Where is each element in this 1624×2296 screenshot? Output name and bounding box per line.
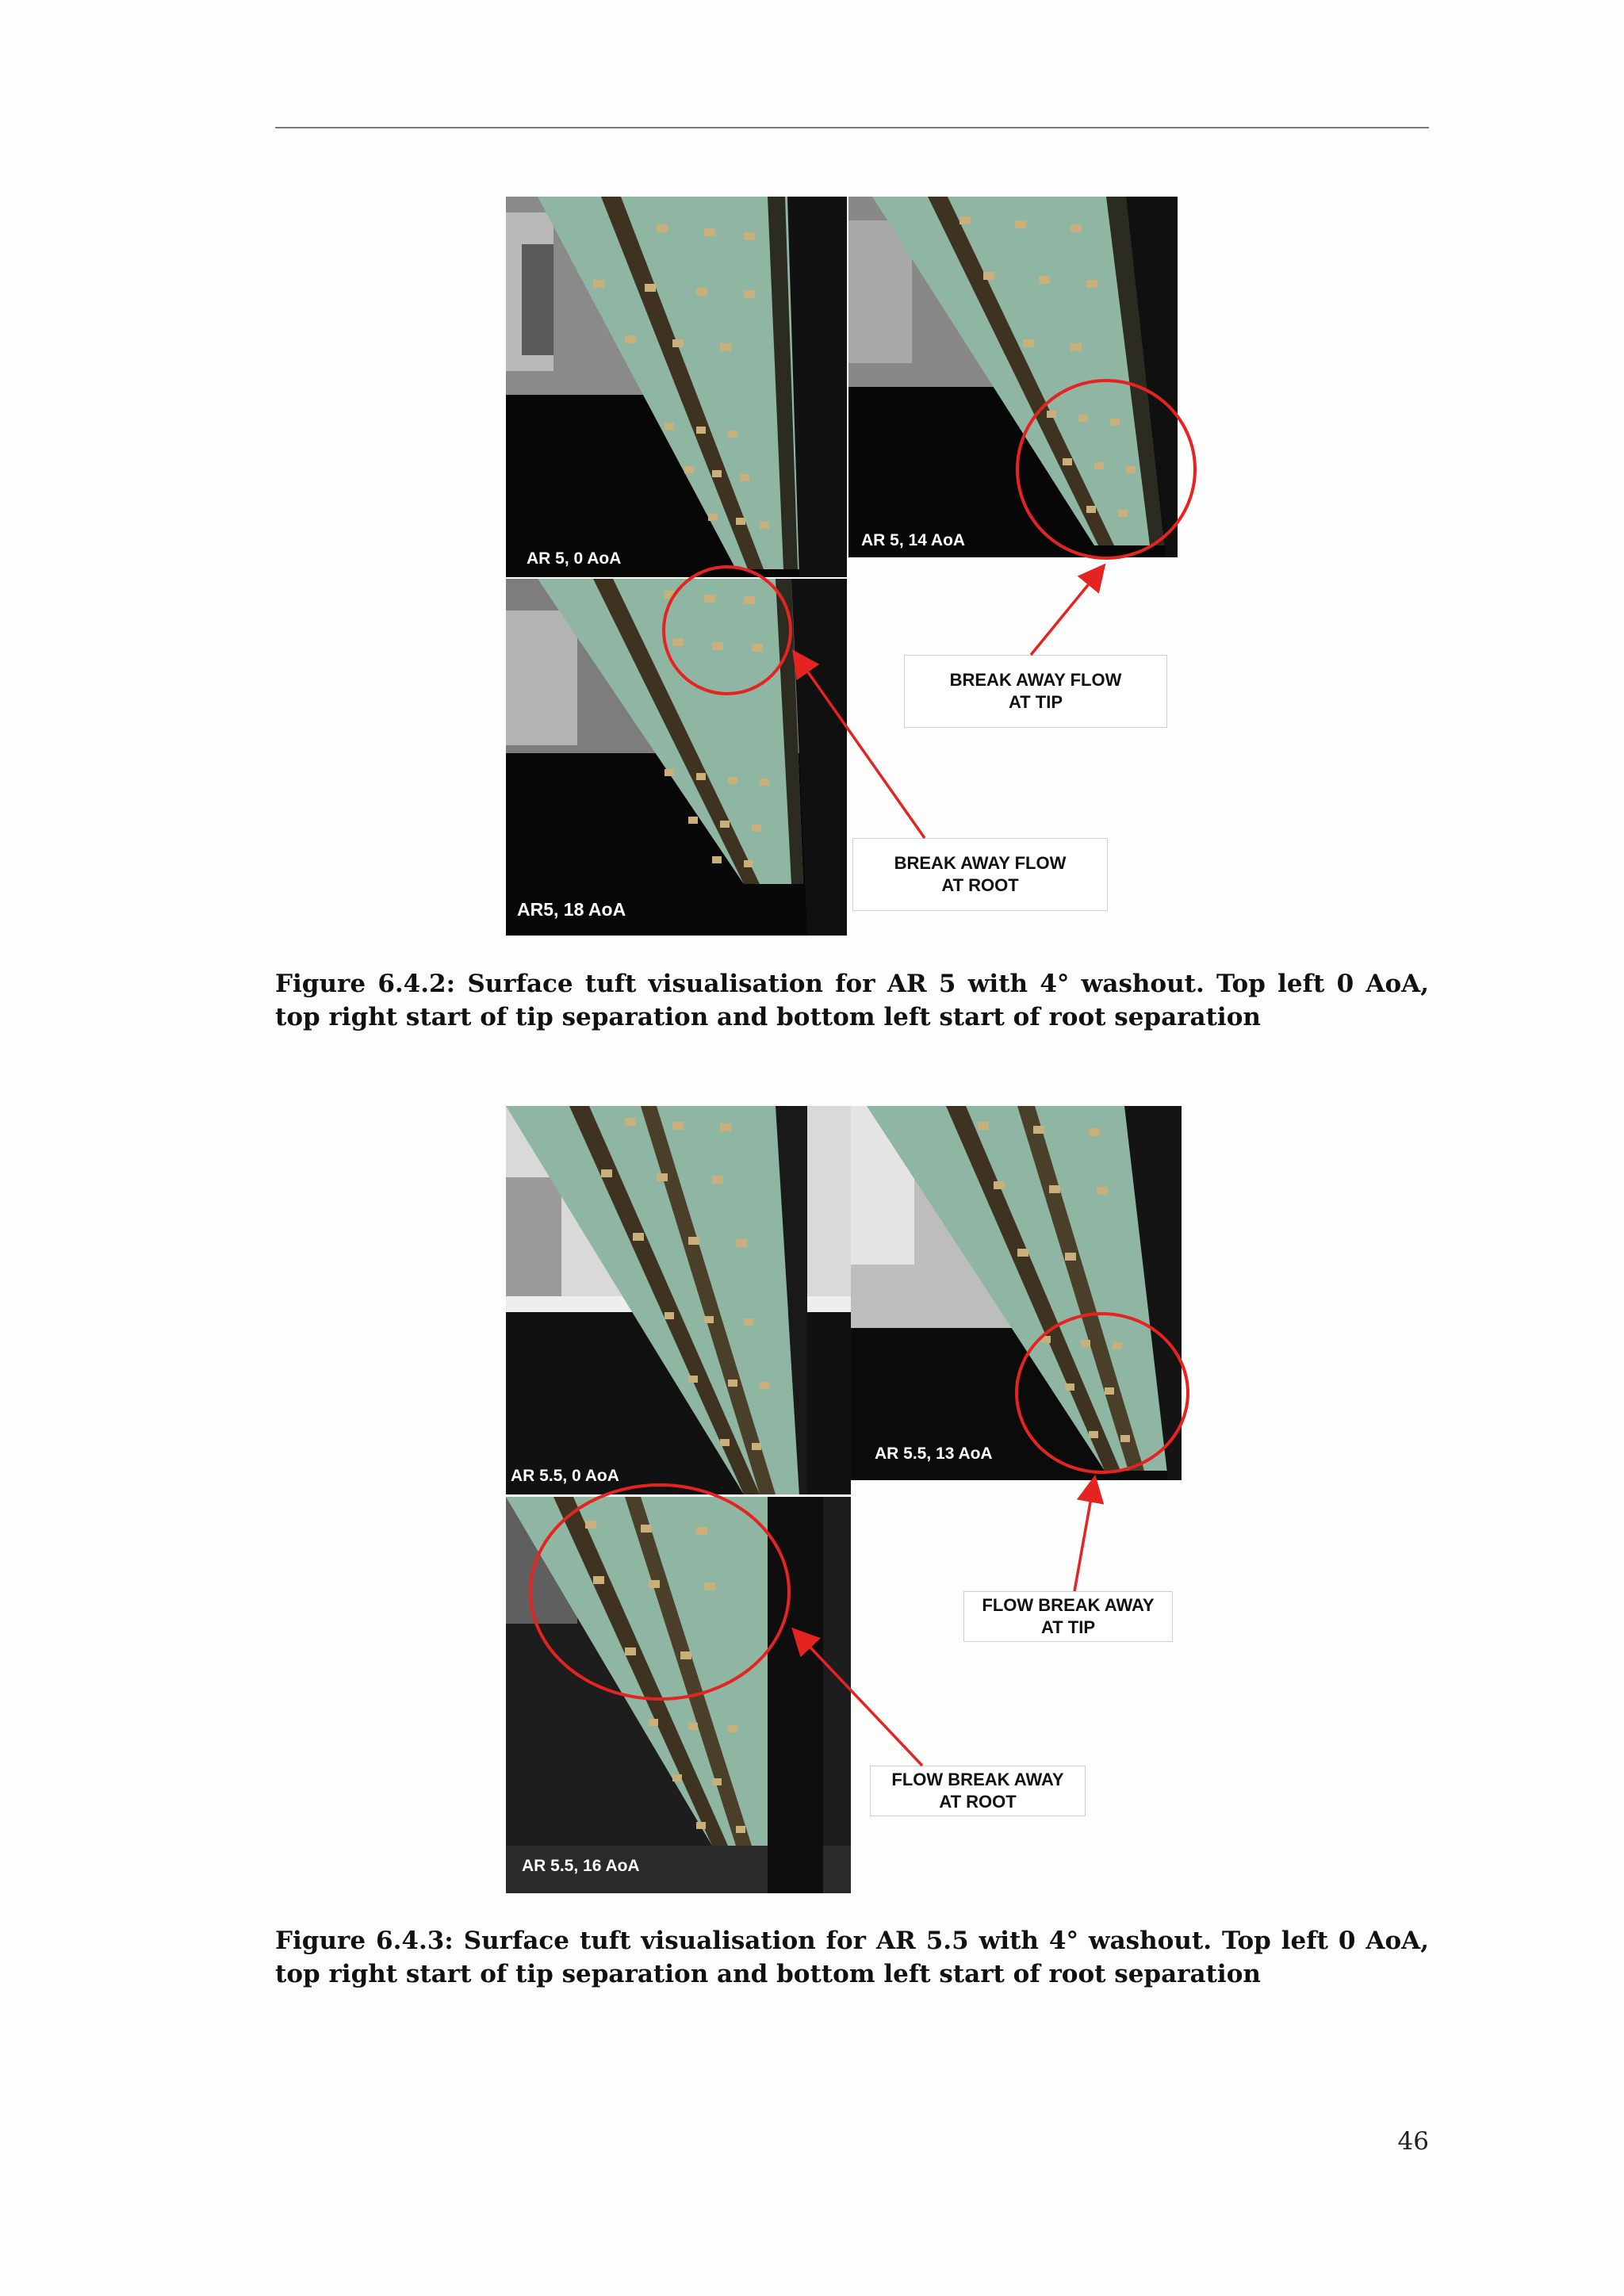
callout-line: BREAK AWAY FLOW (949, 670, 1122, 690)
callout-break-away-root (852, 838, 1108, 911)
wing-photo-image (506, 1497, 851, 1893)
callout-line: AT ROOT (939, 1792, 1017, 1812)
photo-panel-ar55-13aoa (851, 1106, 1182, 1480)
page-number: 46 (1397, 2127, 1429, 2156)
callout-break-away-tip (904, 655, 1167, 728)
tip-arrow (1074, 1480, 1094, 1591)
header-rule (275, 127, 1429, 128)
wing-photo-image (506, 579, 847, 936)
photo-panel-ar5-0aoa (506, 197, 847, 577)
callout-flow-break-away-root (870, 1766, 1086, 1816)
caption-text: Surface tuft visualisation for AR 5 with 4° washout. Top left 0 AoA, (467, 970, 1429, 998)
callout-line: AT TIP (1008, 692, 1063, 712)
panel-label: AR 5.5, 0 AoA (511, 1467, 619, 1485)
caption-number: Figure 6.4.3: (275, 1927, 454, 1955)
photo-panel-ar55-0aoa (506, 1106, 851, 1494)
callout-line: AT ROOT (941, 875, 1019, 895)
figure-caption (275, 967, 1429, 1034)
tip-arrow (1031, 568, 1102, 655)
wing-photo-image (506, 197, 847, 577)
panel-label: AR5, 18 AoA (517, 899, 626, 920)
photo-panel-ar5-14aoa (848, 197, 1178, 557)
callout-line: AT TIP (1040, 1617, 1096, 1637)
caption-text: Surface tuft visualisation for AR 5.5 with 4° washout. Top left 0 AoA, (463, 1927, 1429, 1955)
panel-label: AR 5, 14 AoA (861, 531, 966, 549)
callout-flow-break-away-tip (963, 1591, 1173, 1642)
wing-photo-image (506, 1106, 851, 1494)
figure-caption (275, 1924, 1429, 1991)
callout-line: FLOW BREAK AWAY (982, 1595, 1155, 1615)
panel-label: AR 5, 0 AoA (527, 549, 622, 568)
callout-line: FLOW BREAK AWAY (891, 1770, 1064, 1789)
panel-label: AR 5.5, 13 AoA (875, 1445, 993, 1463)
panel-label: AR 5.5, 16 AoA (522, 1857, 640, 1875)
wing-photo-image (851, 1106, 1182, 1480)
wing-photo-image (848, 197, 1178, 557)
photo-panel-ar55-16aoa (506, 1497, 851, 1893)
caption-text-line2: top right start of tip separation and bottom left start of root separation (275, 1960, 1261, 1988)
caption-number: Figure 6.4.2: (275, 970, 456, 998)
caption-text-line2: top right start of tip separation and bottom left start of root separation (275, 1003, 1261, 1031)
callout-line: BREAK AWAY FLOW (894, 853, 1067, 873)
photo-panel-ar5-18aoa (506, 579, 847, 936)
